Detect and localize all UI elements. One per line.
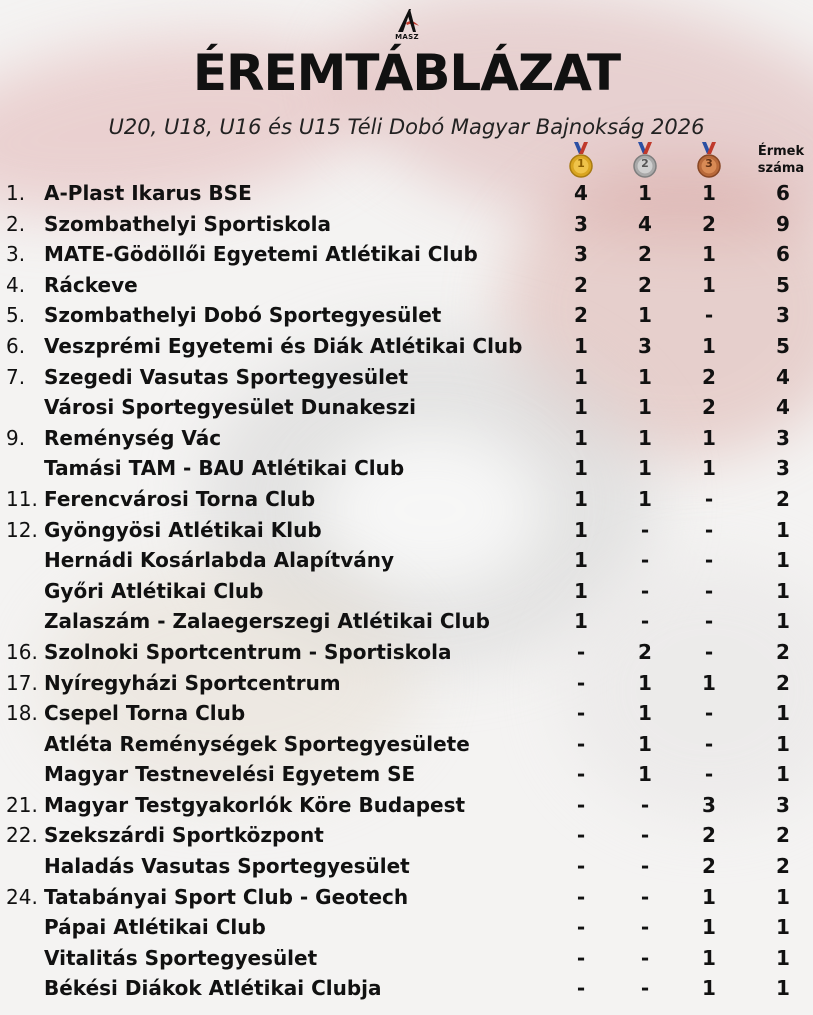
total-count: 1 (776, 915, 790, 940)
gold-count: - (576, 915, 586, 940)
bronze-count: 1 (702, 181, 716, 205)
gold-count: 1 (574, 578, 588, 603)
gold-count: 3 (574, 242, 588, 267)
club-name: Csepel Torna Club (44, 701, 246, 726)
gold-count: - (576, 945, 586, 970)
silver-count: - (640, 823, 650, 848)
silver-count: 1 (638, 731, 652, 756)
club-name: Ferencvárosi Torna Club (44, 486, 316, 511)
club-name: Szombathelyi Sportiskola (44, 211, 332, 236)
gold-count: - (576, 884, 586, 909)
club-name: Szombathelyi Dobó Sportegyesület (44, 303, 442, 328)
table-row (0, 973, 813, 1004)
club-name: Atléta Reménységek Sportegyesülete (44, 731, 470, 756)
total-count: 1 (776, 517, 790, 542)
table-row (0, 668, 813, 699)
gold-count: 1 (574, 425, 588, 450)
total-count: 4 (776, 395, 790, 420)
logo-text: MASZ (395, 33, 419, 41)
bronze-count: 1 (702, 915, 716, 940)
silver-count: 1 (638, 456, 652, 481)
gold-medal-icon (569, 142, 593, 178)
gold-count: - (576, 792, 586, 817)
bronze-count: 2 (702, 211, 716, 236)
rank-cell: 12. (6, 517, 38, 542)
total-count: 3 (776, 425, 790, 450)
total-count: 2 (776, 670, 790, 695)
bronze-count: - (704, 639, 714, 664)
table-row (0, 209, 813, 240)
total-count: 2 (776, 854, 790, 879)
table-row (0, 576, 813, 607)
silver-count: 2 (638, 639, 652, 664)
club-name: A-Plast Ikarus BSE (44, 181, 252, 205)
total-count: 1 (776, 945, 790, 970)
gold-count: 4 (574, 181, 588, 205)
total-count: 5 (776, 272, 790, 297)
silver-count: 1 (638, 425, 652, 450)
club-name: Zalaszám - Zalaegerszegi Atlétikai Club (44, 609, 490, 634)
bronze-count: 1 (702, 456, 716, 481)
bronze-count: 2 (702, 395, 716, 420)
silver-count: - (640, 854, 650, 879)
club-name: Győri Atlétikai Club (44, 578, 264, 603)
rank-cell: 6. (6, 333, 26, 358)
medal-table (0, 178, 813, 1004)
gold-medal-label: 1 (577, 157, 585, 170)
silver-count: 1 (638, 364, 652, 389)
silver-count: - (640, 578, 650, 603)
bronze-count: 2 (702, 854, 716, 879)
bronze-count: - (704, 517, 714, 542)
rank-cell: 16. (6, 639, 38, 664)
bronze-count: 1 (702, 272, 716, 297)
bronze-count: 2 (702, 823, 716, 848)
silver-medal-label: 2 (641, 157, 649, 170)
table-row (0, 759, 813, 790)
table-row (0, 851, 813, 882)
bronze-medal-icon (697, 142, 721, 178)
gold-count: 3 (574, 211, 588, 236)
silver-count: 2 (638, 272, 652, 297)
club-name: Pápai Atlétikai Club (44, 915, 266, 940)
table-row (0, 331, 813, 362)
total-count: 1 (776, 548, 790, 573)
gold-count: - (576, 731, 586, 756)
rank-cell: 22. (6, 823, 38, 848)
rank-cell: 7. (6, 364, 26, 389)
club-name: Tatabányai Sport Club - Geotech (44, 884, 409, 909)
total-count: 2 (776, 823, 790, 848)
rank-cell: 1. (6, 181, 26, 205)
total-count: 4 (776, 364, 790, 389)
gold-count: - (576, 823, 586, 848)
gold-count: 1 (574, 395, 588, 420)
total-count: 1 (776, 701, 790, 726)
silver-count: - (640, 517, 650, 542)
total-header-line1: Érmek (757, 144, 805, 159)
total-count: 5 (776, 333, 790, 358)
table-row (0, 300, 813, 331)
club-name: Magyar Testnevelési Egyetem SE (44, 762, 416, 787)
club-name: Magyar Testgyakorlók Köre Budapest (44, 792, 466, 817)
total-count: 1 (776, 609, 790, 634)
club-name: Reménység Vác (44, 425, 222, 450)
rank-cell: 4. (6, 272, 26, 297)
table-row (0, 820, 813, 851)
silver-count: 1 (638, 303, 652, 328)
silver-count: - (640, 609, 650, 634)
bronze-count: - (704, 486, 714, 511)
gold-count: 1 (574, 364, 588, 389)
silver-count: - (640, 548, 650, 573)
gold-count: - (576, 854, 586, 879)
rank-cell: 5. (6, 303, 26, 328)
club-name: Gyöngyösi Atlétikai Klub (44, 517, 322, 542)
total-count: 1 (776, 884, 790, 909)
gold-count: 1 (574, 517, 588, 542)
silver-count: 1 (638, 701, 652, 726)
table-row (0, 392, 813, 423)
total-count: 1 (776, 731, 790, 756)
silver-medal-icon (633, 142, 657, 178)
bronze-count: - (704, 303, 714, 328)
bronze-count: - (704, 701, 714, 726)
gold-count: - (576, 670, 586, 695)
rank-cell: 2. (6, 211, 26, 236)
total-count: 6 (776, 181, 790, 205)
table-row (0, 637, 813, 668)
bronze-count: 1 (702, 670, 716, 695)
silver-count: - (640, 884, 650, 909)
silver-count: 1 (638, 395, 652, 420)
gold-count: - (576, 976, 586, 1001)
gold-count: 1 (574, 456, 588, 481)
club-name: Ráckeve (44, 272, 138, 297)
club-name: Veszprémi Egyetemi és Diák Atlétikai Club (44, 333, 523, 358)
club-name: Békési Diákok Atlétikai Clubja (44, 976, 382, 1001)
total-count: 3 (776, 792, 790, 817)
total-count: 2 (776, 486, 790, 511)
club-name: Szekszárdi Sportközpont (44, 823, 324, 848)
table-row (0, 606, 813, 637)
gold-count: 1 (574, 333, 588, 358)
table-row (0, 515, 813, 546)
total-count: 6 (776, 242, 790, 267)
club-name: Tamási TAM - BAU Atlétikai Club (44, 456, 405, 481)
rank-cell: 3. (6, 242, 26, 267)
silver-count: 2 (638, 242, 652, 267)
bronze-medal-label: 3 (705, 157, 713, 170)
table-row (0, 790, 813, 821)
bronze-count: 1 (702, 425, 716, 450)
bronze-count: 1 (702, 884, 716, 909)
gold-count: 1 (574, 548, 588, 573)
table-row (0, 239, 813, 270)
rank-cell: 17. (6, 670, 38, 695)
club-name: Városi Sportegyesület Dunakeszi (44, 395, 416, 420)
bronze-count: - (704, 548, 714, 573)
total-count: 3 (776, 456, 790, 481)
gold-count: - (576, 701, 586, 726)
bronze-count: - (704, 731, 714, 756)
bronze-count: - (704, 578, 714, 603)
club-name: Vitalitás Sportegyesület (44, 945, 318, 970)
bronze-count: 1 (702, 242, 716, 267)
table-row (0, 882, 813, 913)
rank-cell: 24. (6, 884, 38, 909)
bronze-count: 3 (702, 792, 716, 817)
club-name: Hernádi Kosárlabda Alapítvány (44, 548, 394, 573)
bronze-count: 1 (702, 333, 716, 358)
gold-count: - (576, 762, 586, 787)
bronze-count: - (704, 609, 714, 634)
total-count: 1 (776, 976, 790, 1001)
page-title: ÉREMTÁBLÁZAT (192, 44, 621, 102)
table-row (0, 423, 813, 454)
table-row (0, 484, 813, 515)
club-name: Szolnoki Sportcentrum - Sportiskola (44, 639, 452, 664)
table-row (0, 729, 813, 760)
total-header-line2: száma (757, 161, 805, 176)
gold-count: 2 (574, 272, 588, 297)
club-name: Nyíregyházi Sportcentrum (44, 670, 341, 695)
total-count: 9 (776, 211, 790, 236)
bronze-count: 1 (702, 976, 716, 1001)
table-row (0, 545, 813, 576)
silver-count: - (640, 915, 650, 940)
gold-count: 1 (574, 486, 588, 511)
silver-count: 1 (638, 670, 652, 695)
gold-count: 1 (574, 609, 588, 634)
bronze-count: - (704, 762, 714, 787)
total-count: 3 (776, 303, 790, 328)
rank-cell: 18. (6, 701, 38, 726)
bronze-count: 1 (702, 945, 716, 970)
rank-cell: 11. (6, 486, 38, 511)
table-row (0, 943, 813, 974)
table-row (0, 178, 813, 209)
gold-count: - (576, 639, 586, 664)
silver-count: 1 (638, 181, 652, 205)
page-subtitle: U20, U18, U16 és U15 Téli Dobó Magyar Bajnokság 2026 (108, 115, 705, 139)
silver-count: 3 (638, 333, 652, 358)
total-medals-header (742, 143, 813, 177)
silver-count: - (640, 976, 650, 1001)
table-row (0, 698, 813, 729)
total-count: 1 (776, 578, 790, 603)
rank-cell: 21. (6, 792, 38, 817)
total-count: 1 (776, 762, 790, 787)
club-name: MATE-Gödöllői Egyetemi Atlétikai Club (44, 242, 478, 267)
silver-count: - (640, 945, 650, 970)
silver-count: 1 (638, 762, 652, 787)
rank-cell: 9. (6, 425, 26, 450)
gold-count: 2 (574, 303, 588, 328)
total-count: 2 (776, 639, 790, 664)
masz-logo (392, 6, 422, 46)
table-row (0, 270, 813, 301)
table-row (0, 912, 813, 943)
silver-count: - (640, 792, 650, 817)
bronze-count: 2 (702, 364, 716, 389)
club-name: Szegedi Vasutas Sportegyesület (44, 364, 409, 389)
silver-count: 4 (638, 211, 652, 236)
club-name: Haladás Vasutas Sportegyesület (44, 854, 410, 879)
table-row (0, 362, 813, 393)
table-row (0, 453, 813, 484)
silver-count: 1 (638, 486, 652, 511)
